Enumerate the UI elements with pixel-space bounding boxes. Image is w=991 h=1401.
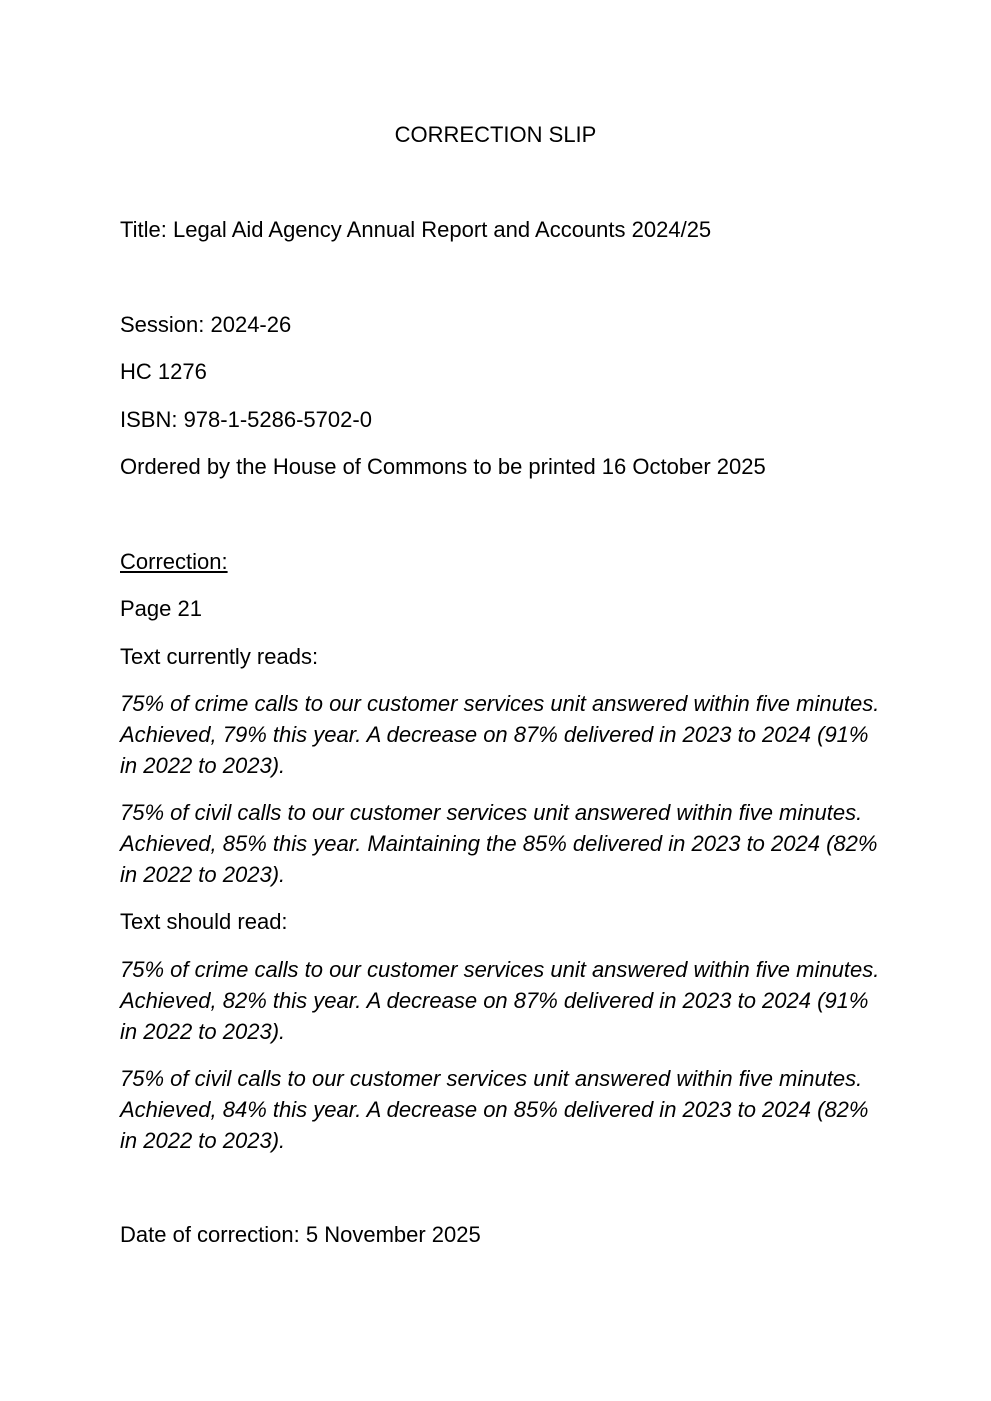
ordered-statement: Ordered by the House of Commons to be printed 16 October 2025 (120, 454, 766, 479)
current-text-paragraph: 75% of crime calls to our customer services unit answered within five minutes. Achieved, 79% this year. A decrease on 87% delivered in 2023 to 2024 (91% in 2022 to 2023). (120, 691, 880, 778)
session: Session: 2024-26 (120, 312, 292, 337)
page-heading: CORRECTION SLIP (394, 122, 597, 147)
correction-date: Date of correction: 5 November 2025 (120, 1222, 481, 1247)
document-title: Title: Legal Aid Agency Annual Report and Accounts 2024/25 (120, 217, 712, 242)
isbn: ISBN: 978-1-5286-5702-0 (120, 407, 372, 432)
page-reference: Page 21 (120, 596, 202, 621)
should-read-label: Text should read: (120, 909, 288, 934)
corrected-text-paragraph: 75% of civil calls to our customer services unit answered within five minutes. Achieved, 84% this year. A decrease on 85% delivered in 2023 to 2024 (82% in 2022 to 2023). (120, 1066, 869, 1153)
currently-reads-label: Text currently reads: (120, 644, 319, 669)
current-text-paragraph: 75% of civil calls to our customer services unit answered within five minutes. Achieved, 85% this year. Maintaining the 85% delivered in 2023 to 2024 (82% in 2022 to 2023). (120, 800, 878, 887)
correction-label: Correction: (120, 549, 228, 574)
corrected-text-paragraph: 75% of crime calls to our customer services unit answered within five minutes. Achieved, 82% this year. A decrease on 87% delivered in 2023 to 2024 (91% in 2022 to 2023). (120, 957, 880, 1044)
hc-number: HC 1276 (120, 359, 207, 384)
